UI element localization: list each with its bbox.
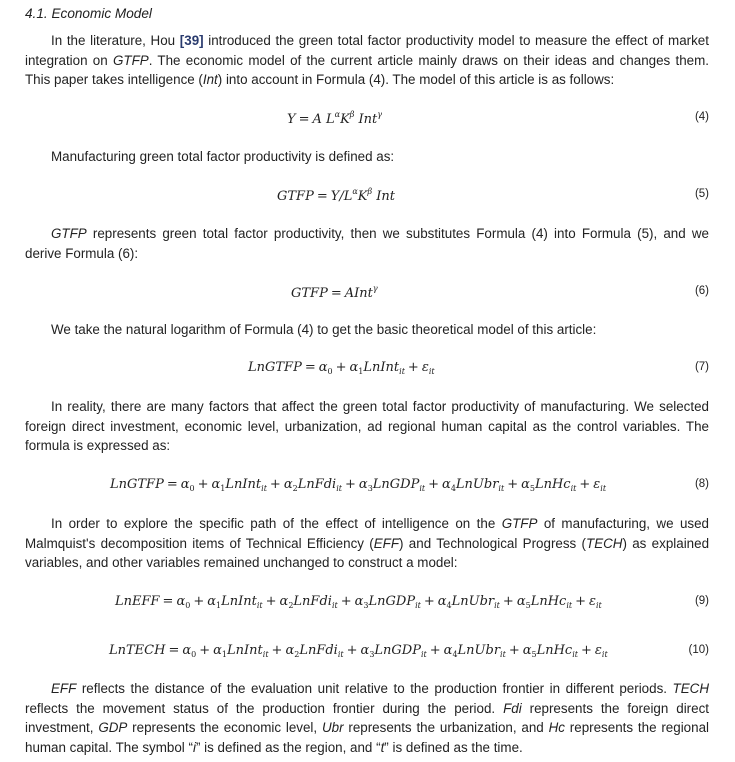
paragraph-logarithm bbox=[25, 320, 709, 340]
equation-term: + bbox=[335, 360, 347, 375]
symbol-t: t bbox=[380, 739, 385, 755]
equation-term: α bbox=[283, 477, 293, 492]
equation-term: 1 bbox=[220, 484, 226, 493]
equation-term: + bbox=[340, 594, 352, 609]
equation-term: K bbox=[357, 189, 368, 204]
equation-term: α bbox=[349, 360, 359, 375]
equation-term: + bbox=[579, 477, 591, 492]
text: In the literature, Hou bbox=[51, 33, 180, 48]
equation-term: 0 bbox=[185, 601, 191, 610]
paragraph-intro bbox=[25, 31, 709, 90]
equation-term: + bbox=[407, 360, 419, 375]
text: Manufacturing green total factor productivity is defined as: bbox=[51, 149, 395, 164]
equation-number: (6) bbox=[694, 285, 709, 297]
equation-term: β bbox=[349, 110, 355, 119]
text: represents green total factor productivity, then we substitutes Formula (4) into Formula (5), and we derive Formula (6): bbox=[25, 226, 709, 261]
equation-term: = bbox=[168, 643, 180, 658]
text: ) and Technological Progress ( bbox=[399, 535, 587, 551]
equation-term: 4 bbox=[446, 601, 452, 610]
equation-term: + bbox=[193, 594, 205, 609]
equation-term: 4 bbox=[452, 650, 458, 659]
equation-expression bbox=[277, 187, 395, 204]
equation-number: (5) bbox=[694, 188, 709, 200]
equation-term: LnTECH bbox=[109, 643, 166, 658]
equation-term: 0 bbox=[191, 650, 197, 659]
equation-term: it bbox=[262, 650, 269, 659]
equation-term: + bbox=[265, 594, 277, 609]
equation-term: + bbox=[346, 643, 358, 658]
text: represents the regional human capital. The symbol “ bbox=[25, 720, 709, 755]
text: In order to explore the specific path of the effect of intelligence on the bbox=[51, 516, 502, 531]
equation-term: it bbox=[336, 484, 342, 493]
equation-term: α bbox=[443, 643, 453, 658]
equation-term: it bbox=[600, 484, 607, 493]
equation-term: α bbox=[354, 594, 364, 609]
equation-term: Y/L bbox=[330, 189, 353, 204]
equation-4 bbox=[0, 108, 735, 130]
equation-term: it bbox=[331, 601, 338, 610]
equation-term: α bbox=[521, 477, 530, 492]
term-hc: Hc bbox=[548, 720, 565, 736]
equation-term: A L bbox=[312, 112, 335, 127]
text: ” is defined as the time. bbox=[384, 739, 523, 755]
equation-term: it bbox=[595, 601, 602, 610]
text: We take the natural logarithm of Formula (4) to get the basic theoretical model of this article: bbox=[51, 322, 597, 337]
equation-term: + bbox=[575, 594, 586, 609]
equation-term: ε bbox=[589, 594, 596, 609]
equation-term: α bbox=[522, 643, 532, 658]
equation-term: α bbox=[360, 643, 370, 658]
text: represents the foreign direct investment, bbox=[25, 700, 709, 736]
equation-expression bbox=[109, 643, 608, 659]
paragraph-definition bbox=[25, 147, 709, 167]
equation-number: (7) bbox=[694, 361, 709, 373]
equation-term: LnGDP bbox=[368, 594, 416, 609]
equation-term: LnUbr bbox=[455, 477, 499, 492]
equation-term: 2 bbox=[292, 484, 298, 493]
equation-term: AInt bbox=[344, 286, 373, 301]
equation-term: + bbox=[271, 643, 283, 658]
equation-term: α bbox=[176, 594, 186, 609]
term-eff: EFF bbox=[51, 681, 77, 696]
equation-7 bbox=[0, 358, 735, 380]
equation-term: 5 bbox=[529, 484, 535, 493]
equation-term: 1 bbox=[216, 601, 222, 610]
equation-expression bbox=[287, 110, 382, 127]
equation-number: (10) bbox=[688, 644, 709, 656]
equation-term: LnFdi bbox=[293, 594, 332, 609]
equation-term: K bbox=[340, 112, 350, 127]
equation-expression bbox=[110, 477, 606, 493]
equation-term: LnInt bbox=[225, 477, 262, 492]
equation-term: + bbox=[345, 477, 356, 492]
term-ubr: Ubr bbox=[321, 720, 344, 736]
term-int: Int bbox=[202, 72, 218, 88]
equation-term: + bbox=[428, 477, 440, 492]
equation-term: + bbox=[429, 643, 441, 658]
equation-expression bbox=[291, 284, 378, 301]
symbol-i: i bbox=[192, 739, 196, 755]
equation-9 bbox=[0, 592, 735, 614]
equation-term: + bbox=[581, 643, 592, 658]
term-gdp: GDP bbox=[98, 720, 128, 736]
text: . The economic model of the current article mainly draws on their ideas and changes them. This paper takes intelligence ( bbox=[25, 52, 709, 88]
equation-term: α bbox=[182, 643, 192, 658]
equation-5 bbox=[0, 185, 735, 207]
equation-term: = bbox=[316, 189, 328, 204]
text: introduced the green total factor productivity model to measure the effect of market integration on bbox=[25, 33, 709, 68]
equation-term: LnFdi bbox=[297, 477, 337, 492]
equation-term: α bbox=[207, 594, 217, 609]
equation-expression bbox=[115, 594, 602, 610]
equation-10 bbox=[0, 641, 735, 663]
equation-term: + bbox=[199, 643, 211, 658]
text: reflects the distance of the evaluation unit relative to the production frontier in different periods. bbox=[76, 681, 673, 696]
text: of manufacturing, we used Malmquist's decomposition items of Technical Efficiency ( bbox=[25, 516, 709, 551]
text: ) into account in Formula (4). The model of this article is as follows: bbox=[217, 72, 615, 88]
equation-8 bbox=[0, 475, 735, 497]
equation-number: (8) bbox=[694, 478, 709, 490]
equation-term: α bbox=[213, 643, 222, 658]
equation-term: it bbox=[494, 601, 500, 610]
equation-term: = bbox=[304, 360, 316, 375]
equation-term: it bbox=[419, 484, 426, 493]
term-gtfp: GTFP bbox=[501, 516, 538, 531]
equation-6 bbox=[0, 282, 735, 304]
text: ) as explained variables, and other variables remained unchanged to construct a model: bbox=[25, 535, 710, 571]
equation-term: = bbox=[162, 594, 174, 609]
equation-term: LnInt bbox=[227, 643, 263, 658]
equation-term: LnGDP bbox=[372, 477, 420, 492]
equation-term: α bbox=[358, 477, 368, 492]
paragraph-substitution bbox=[25, 224, 709, 263]
equation-term: it bbox=[256, 601, 263, 610]
equation-expression bbox=[248, 360, 435, 376]
equation-term: ε bbox=[593, 477, 601, 492]
equation-term: Int bbox=[358, 112, 378, 127]
equation-term: α bbox=[437, 594, 447, 609]
term-gtfp: GTFP bbox=[51, 226, 87, 241]
equation-term: GTFP bbox=[277, 189, 314, 204]
equation-term: 5 bbox=[525, 601, 531, 610]
equation-term: 2 bbox=[294, 650, 300, 659]
equation-term: α bbox=[352, 187, 358, 196]
equation-term: Y bbox=[287, 112, 296, 127]
equation-term: 1 bbox=[221, 650, 228, 659]
equation-number: (9) bbox=[694, 595, 709, 607]
equation-term: + bbox=[197, 477, 209, 492]
equation-term: = bbox=[166, 477, 178, 492]
equation-term: it bbox=[498, 484, 505, 493]
equation-term: 2 bbox=[288, 601, 294, 610]
equation-term: it bbox=[415, 601, 421, 610]
equation-term: 5 bbox=[531, 650, 537, 659]
equation-term: 3 bbox=[369, 650, 375, 659]
paragraph-control-variables bbox=[25, 397, 709, 456]
paragraph-variable-definitions bbox=[25, 679, 709, 757]
equation-term: it bbox=[601, 650, 608, 659]
equation-term: it bbox=[572, 650, 578, 659]
equation-term: LnHc bbox=[534, 477, 571, 492]
term-tech: TECH bbox=[586, 535, 623, 551]
section-heading: 4.1. Economic Model bbox=[25, 6, 152, 21]
equation-term: LnGDP bbox=[374, 643, 421, 658]
equation-term: LnFdi bbox=[299, 643, 338, 658]
equation-term: it bbox=[500, 650, 506, 659]
paragraph-decomposition bbox=[25, 514, 709, 573]
text: represents the economic level, bbox=[127, 720, 322, 736]
equation-term: ε bbox=[421, 360, 429, 375]
equation-term: α bbox=[516, 594, 526, 609]
equation-term: it bbox=[399, 367, 405, 376]
equation-term: 3 bbox=[367, 484, 373, 493]
equation-term: + bbox=[508, 643, 520, 658]
equation-term: 1 bbox=[358, 367, 364, 376]
equation-term: LnEFF bbox=[115, 594, 160, 609]
equation-term: α bbox=[442, 477, 451, 492]
equation-term: 0 bbox=[327, 367, 333, 376]
equation-term: it bbox=[261, 484, 267, 493]
equation-term: 3 bbox=[363, 601, 369, 610]
equation-term: 4 bbox=[450, 484, 456, 493]
equation-term: LnUbr bbox=[457, 643, 501, 658]
equation-term: γ bbox=[372, 284, 378, 293]
equation-term: 0 bbox=[189, 484, 195, 493]
equation-term: + bbox=[269, 477, 281, 492]
equation-term: LnUbr bbox=[451, 594, 495, 609]
equation-term: α bbox=[279, 594, 289, 609]
equation-term: it bbox=[428, 367, 435, 376]
equation-term: + bbox=[502, 594, 514, 609]
equation-term: LnGTFP bbox=[248, 360, 302, 375]
term-fdi: Fdi bbox=[503, 700, 522, 716]
equation-term: LnHc bbox=[530, 594, 567, 609]
equation-term: ε bbox=[594, 643, 602, 658]
equation-term: α bbox=[318, 360, 328, 375]
equation-term: α bbox=[334, 110, 341, 119]
equation-term: LnGTFP bbox=[110, 477, 164, 492]
equation-term: + bbox=[507, 477, 519, 492]
text: In reality, there are many factors that affect the green total factor productivity of manufacturing. We selected foreign direct investment, economic level, urbanization, ad regional human capital as the control variables. The formula is expressed as: bbox=[25, 399, 709, 454]
citation-link[interactable]: [39] bbox=[179, 33, 204, 48]
equation-term: it bbox=[337, 650, 344, 659]
equation-term: LnInt bbox=[363, 360, 400, 375]
equation-term: = bbox=[298, 112, 310, 127]
term-gtfp: GTFP bbox=[112, 52, 149, 68]
text: reflects the movement status of the production frontier during the period. bbox=[25, 700, 504, 716]
equation-term: α bbox=[180, 477, 190, 492]
equation-term: α bbox=[285, 643, 295, 658]
equation-term: Int bbox=[376, 189, 395, 204]
equation-term: α bbox=[211, 477, 221, 492]
equation-term: GTFP bbox=[291, 286, 328, 301]
equation-term: + bbox=[423, 594, 435, 609]
equation-term: it bbox=[420, 650, 427, 659]
equation-term: = bbox=[330, 286, 342, 301]
equation-term: γ bbox=[377, 110, 383, 119]
term-eff: EFF bbox=[373, 535, 400, 551]
equation-term: LnInt bbox=[221, 594, 257, 609]
equation-term: it bbox=[566, 601, 573, 610]
equation-term: β bbox=[367, 187, 373, 196]
equation-term: LnHc bbox=[536, 643, 573, 658]
text: ” is defined as the region, and “ bbox=[195, 739, 381, 755]
term-tech: TECH bbox=[672, 681, 709, 696]
text: represents the urbanization, and bbox=[343, 720, 549, 736]
equation-term: it bbox=[570, 484, 577, 493]
equation-number: (4) bbox=[694, 111, 709, 123]
